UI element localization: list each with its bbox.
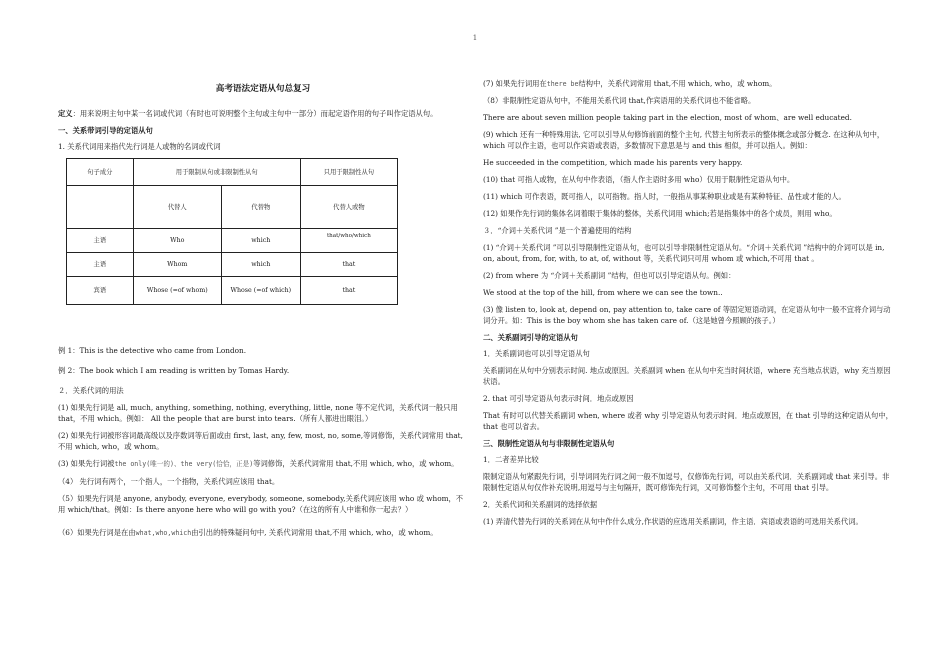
example-1: 例 1：This is the detective who came from London.	[58, 346, 247, 355]
usage-12: (12) 如果作先行词的集体名词着眼于集体的整体，关系代词用 which;若是指集体中的各个成员，则用 who。	[483, 209, 837, 218]
table-row	[67, 159, 398, 186]
table-cell: 只用于限制性从句	[300, 159, 397, 186]
definition-text: ：用来说明主句中某一名词或代词（有时也可说明整个主句或主句中一部分）而起定语作用的句子叫作定语从句。	[72, 109, 438, 118]
selection-paragraph: (1) 弄清代替先行词的关系词在从句中作什么成分,作状语的应选用关系副词，作主语．宾语或表语的可选用关系代词。	[483, 517, 863, 526]
usage-4: （4） 先行词有两个，一个指人，一个指物，关系代词应该用 that。	[58, 477, 280, 486]
table-cell: 主语	[67, 229, 134, 253]
section-heading-2: 二、关系副词引导的定语从句	[483, 333, 578, 342]
table-cell: Whose (=of whom)	[133, 277, 221, 305]
table-row	[67, 253, 398, 277]
table-cell: Whose (=of which)	[221, 277, 300, 305]
adverb-paragraph-1: 关系副词在从句中分别表示时间. 地点或原因。关系副词 when 在从句中充当时间状语，where 充当地点状语，why 充当原因状语。	[483, 366, 891, 386]
usage-10: (10) that 可指人或物，在从句中作表语，（指人作主语时多用 who）仅用于限制性定语从句中。	[483, 175, 795, 184]
table-cell: Whom	[133, 253, 221, 277]
prep-usage-2: (2) from where 为 “介词＋关系副词 ”结构，但也可以引导定语从句。例如：	[483, 271, 736, 280]
usage-3-rest: 等词修饰，关系代词常用 that,不用 which, who，或 whom。	[253, 459, 459, 468]
usage-6-words: what,who,which	[135, 529, 192, 537]
relative-pronoun-table	[66, 158, 398, 305]
usage-8-example: There are about seven million people taking part in the election, most of whom、are well educated.	[483, 113, 852, 122]
document-title: 高考语法定语从句总复习	[215, 84, 311, 94]
prep-usage-2-example: We stood at the top of the hill, from where we can see the town..	[483, 288, 723, 297]
table-cell	[67, 186, 134, 229]
subheading-1: 1. 关系代词用来指代先行词是人或物的名词或代词	[58, 142, 221, 151]
table-cell: 代替人或物	[300, 186, 397, 229]
table-cell: 代替物	[221, 186, 300, 229]
usage-7-words: there be	[546, 80, 579, 88]
usage-3-text: (3) 如果先行词被	[58, 459, 115, 468]
usage-7-rest: 结构中，关系代词常用 that,不用 which, who，或 whom。	[578, 79, 777, 88]
table-cell: Who	[133, 229, 221, 253]
table-row	[67, 277, 398, 305]
subheading-2: ２．关系代词的用法	[58, 386, 124, 395]
section-heading-1: 一、关系带词引导的定语从句	[58, 126, 153, 135]
table-cell: 句子成分	[67, 159, 134, 186]
usage-5: （5）如果先行词是 anyone, anybody, everyone, everybody, someone, somebody,关系代词应该用 who 或 whom，不用 which/that。例如：Is there anyone here who will go with you?（在这的所有人中谁和你一起去？）	[58, 494, 464, 514]
page-number: 1	[472, 34, 478, 42]
left-column	[58, 78, 468, 545]
table-cell: 代替人	[133, 186, 221, 229]
table-cell-text: that/who/which	[326, 232, 371, 239]
table-cell: that	[300, 277, 397, 305]
right-column	[483, 78, 895, 533]
usage-9-example: He succeeded in the competition, which made his parents very happy.	[483, 158, 743, 167]
subheading-3-1: 1．二者差异比较	[483, 455, 539, 464]
usage-6-rest: 由引出的特殊疑问句中, 关系代词常用 that,不用 which, who，或 whom。	[191, 528, 438, 537]
table-cell: which	[221, 253, 300, 277]
table-row	[67, 186, 398, 229]
subheading-3-2: 2．关系代词和关系副词的选择依据	[483, 500, 598, 509]
usage-9: (9) which 还有一种特殊用法, 它可以引导从句修饰前面的整个主句, 代替主句所表示的整体概念或部分概念. 在这种从句中，which 可以作主语，也可以作宾语或表语，多数情况下意思是与 and this 相似，并可以指人。例如：	[483, 130, 885, 150]
adverb-paragraph-2: That 有时可以代替关系副词 when, where 或者 why 引导定语从句表示时间．地点或原因，在 that 引导的这种定语从句中，that 也可以省去。	[483, 411, 893, 431]
table-cell: 主语	[67, 253, 134, 277]
usage-3-words: the only(唯一的)、the very(恰恰，正是)	[114, 460, 254, 468]
subheading-2-1: 1．关系副词也可以引导定语从句	[483, 349, 590, 358]
prep-usage-1: (1) “介词＋关系代词 ”可以引导限制性定语从句，也可以引导非限制性定语从句。“介词＋关系代词 ”结构中的介词可以是 in, on, about, from, for, with, to at, of, without 等，关系代词只可用 whom 或 which,不可用 that 。	[483, 243, 885, 263]
table-cell	[300, 229, 397, 253]
usage-8: （8）非限制性定语从句中，不能用关系代词 that,作宾语用的关系代词也不能省略。	[483, 96, 756, 105]
table-cell: 宾语	[67, 277, 134, 305]
definition-paragraph	[58, 108, 468, 119]
subheading-3: ３．“介词＋关系代词 ”是一个普遍使用的结构	[483, 226, 632, 235]
section-heading-3: 三、限制性定语从句与非限制性定语从句	[483, 439, 615, 448]
usage-2: (2) 如果先行词被形容词最高级以及序数词等后面或由 first, last, any, few, most, no, some,等词修饰，关系代词常用 that,不用 which, who，或 whom。	[58, 431, 463, 451]
usage-11: (11) which 可作表语，既可指人，以可指物。指人时，一般指从事某种职业或是有某种特征、品性或才能的人。	[483, 192, 846, 201]
usage-1: (1) 如果先行词是 all, much, anything, something, nothing, everything, little, none 等不定代词，关系代词一般只用 that，不用 which。例如： All the people that are burst into tears.（所有人都进出眼泪。）	[58, 403, 458, 423]
usage-7	[483, 78, 895, 90]
usage-3	[58, 458, 468, 470]
table-cell: 用于限制从句或非限制性从句	[133, 159, 300, 186]
comparison-paragraph: 限制定语从句紧跟先行词，引导词同先行词之间一般不加逗号，仅修饰先行词，可以由关系代词．关系副词或 that 来引导。非限制性定语从句仅作补充说明,用逗号与主句隔开，既可修饰先行词，又可修饰整个主句，不可用 that 引导。	[483, 472, 890, 492]
prep-usage-3: (3) 像 listen to, look at, depend on, pay attention to, take care of 等固定短语动词，在定语从句中一般不宜将介词与动词分开。如：This is the boy whom she has taken care of.（这是她曾今照顾的孩子。）	[483, 305, 891, 325]
definition-label: 定义	[58, 109, 73, 118]
usage-6	[58, 527, 468, 539]
usage-7-text: (7) 如果先行词用在	[483, 79, 547, 88]
usage-6-text: （6）如果先行词是在由	[58, 528, 136, 537]
subheading-2-2: 2. that 可引导定语从句表示时间．地点或原因	[483, 394, 634, 403]
example-2: 例 2：The book which I am reading is written by Tomas Hardy.	[58, 366, 290, 375]
table-cell: which	[221, 229, 300, 253]
table-cell: that	[300, 253, 397, 277]
table-row	[67, 229, 398, 253]
